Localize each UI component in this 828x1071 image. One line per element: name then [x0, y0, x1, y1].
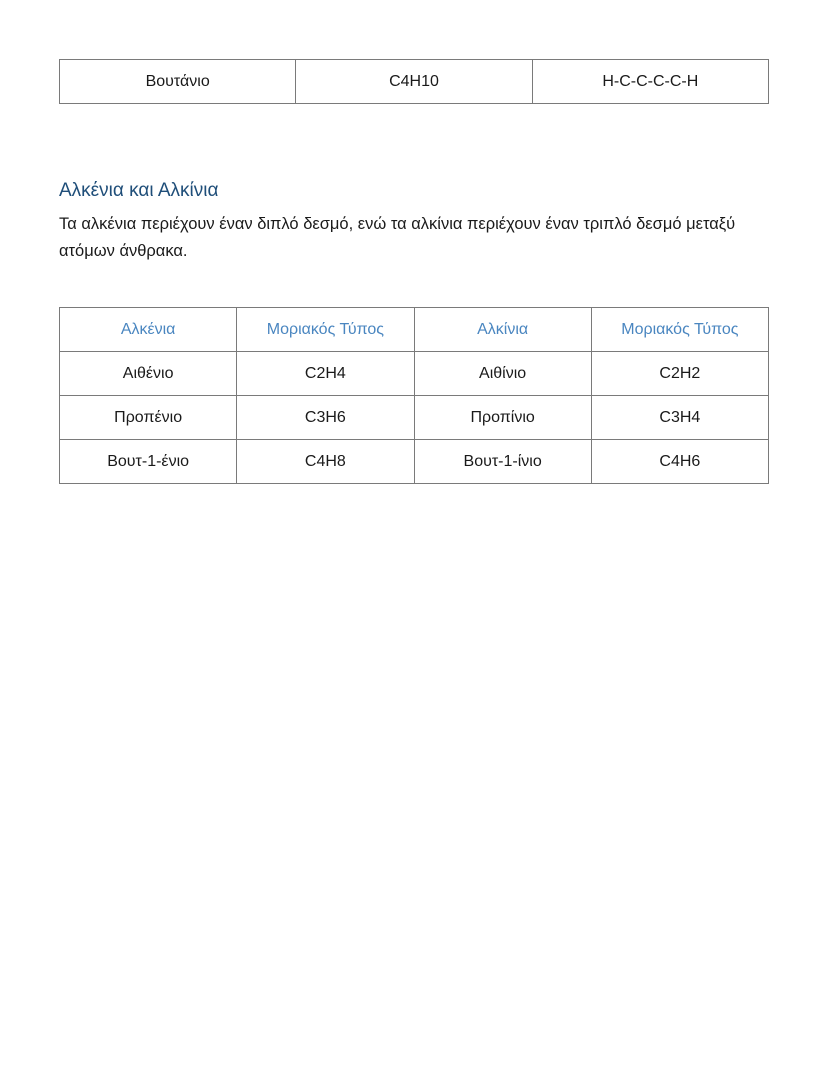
section-paragraph: Τα αλκένια περιέχουν έναν διπλό δεσμό, ενώ τα αλκίνια περιέχουν έναν τριπλό δεσμό μεταξύ ατόμων άνθρακα.	[59, 215, 736, 260]
table-cell: C4H8	[237, 440, 414, 484]
table-cell: Αιθίνιο	[414, 352, 591, 396]
table-cell: Προπίνιο	[414, 396, 591, 440]
column-header-formula: Μοριακός Τύπος	[237, 308, 414, 352]
table-cell: C4H6	[591, 440, 768, 484]
table-cell-name: Βουτάνιο	[60, 60, 296, 104]
table-row	[60, 396, 769, 440]
table-cell: C2H2	[591, 352, 768, 396]
table-header-row	[60, 308, 769, 352]
table-cell: Βουτ-1-ίνιο	[414, 440, 591, 484]
alkenes-alkynes-table	[59, 307, 769, 484]
column-header-alkenes: Αλκένια	[60, 308, 237, 352]
table-cell-structure: H-C-C-C-C-H	[532, 60, 768, 104]
butane-table	[59, 59, 769, 104]
table-row	[60, 60, 769, 104]
table-cell: Προπένιο	[60, 396, 237, 440]
table-cell: C2H4	[237, 352, 414, 396]
table-cell-formula: C4H10	[296, 60, 532, 104]
table-cell: Αιθένιο	[60, 352, 237, 396]
table-cell: C3H6	[237, 396, 414, 440]
table-cell: Βουτ-1-ένιο	[60, 440, 237, 484]
table-cell: C3H4	[591, 396, 768, 440]
column-header-alkynes: Αλκίνια	[414, 308, 591, 352]
table-row	[60, 440, 769, 484]
table-row	[60, 352, 769, 396]
column-header-formula: Μοριακός Τύπος	[591, 308, 768, 352]
section-heading: Αλκένια και Αλκίνια	[59, 180, 219, 201]
document-page	[59, 59, 769, 484]
